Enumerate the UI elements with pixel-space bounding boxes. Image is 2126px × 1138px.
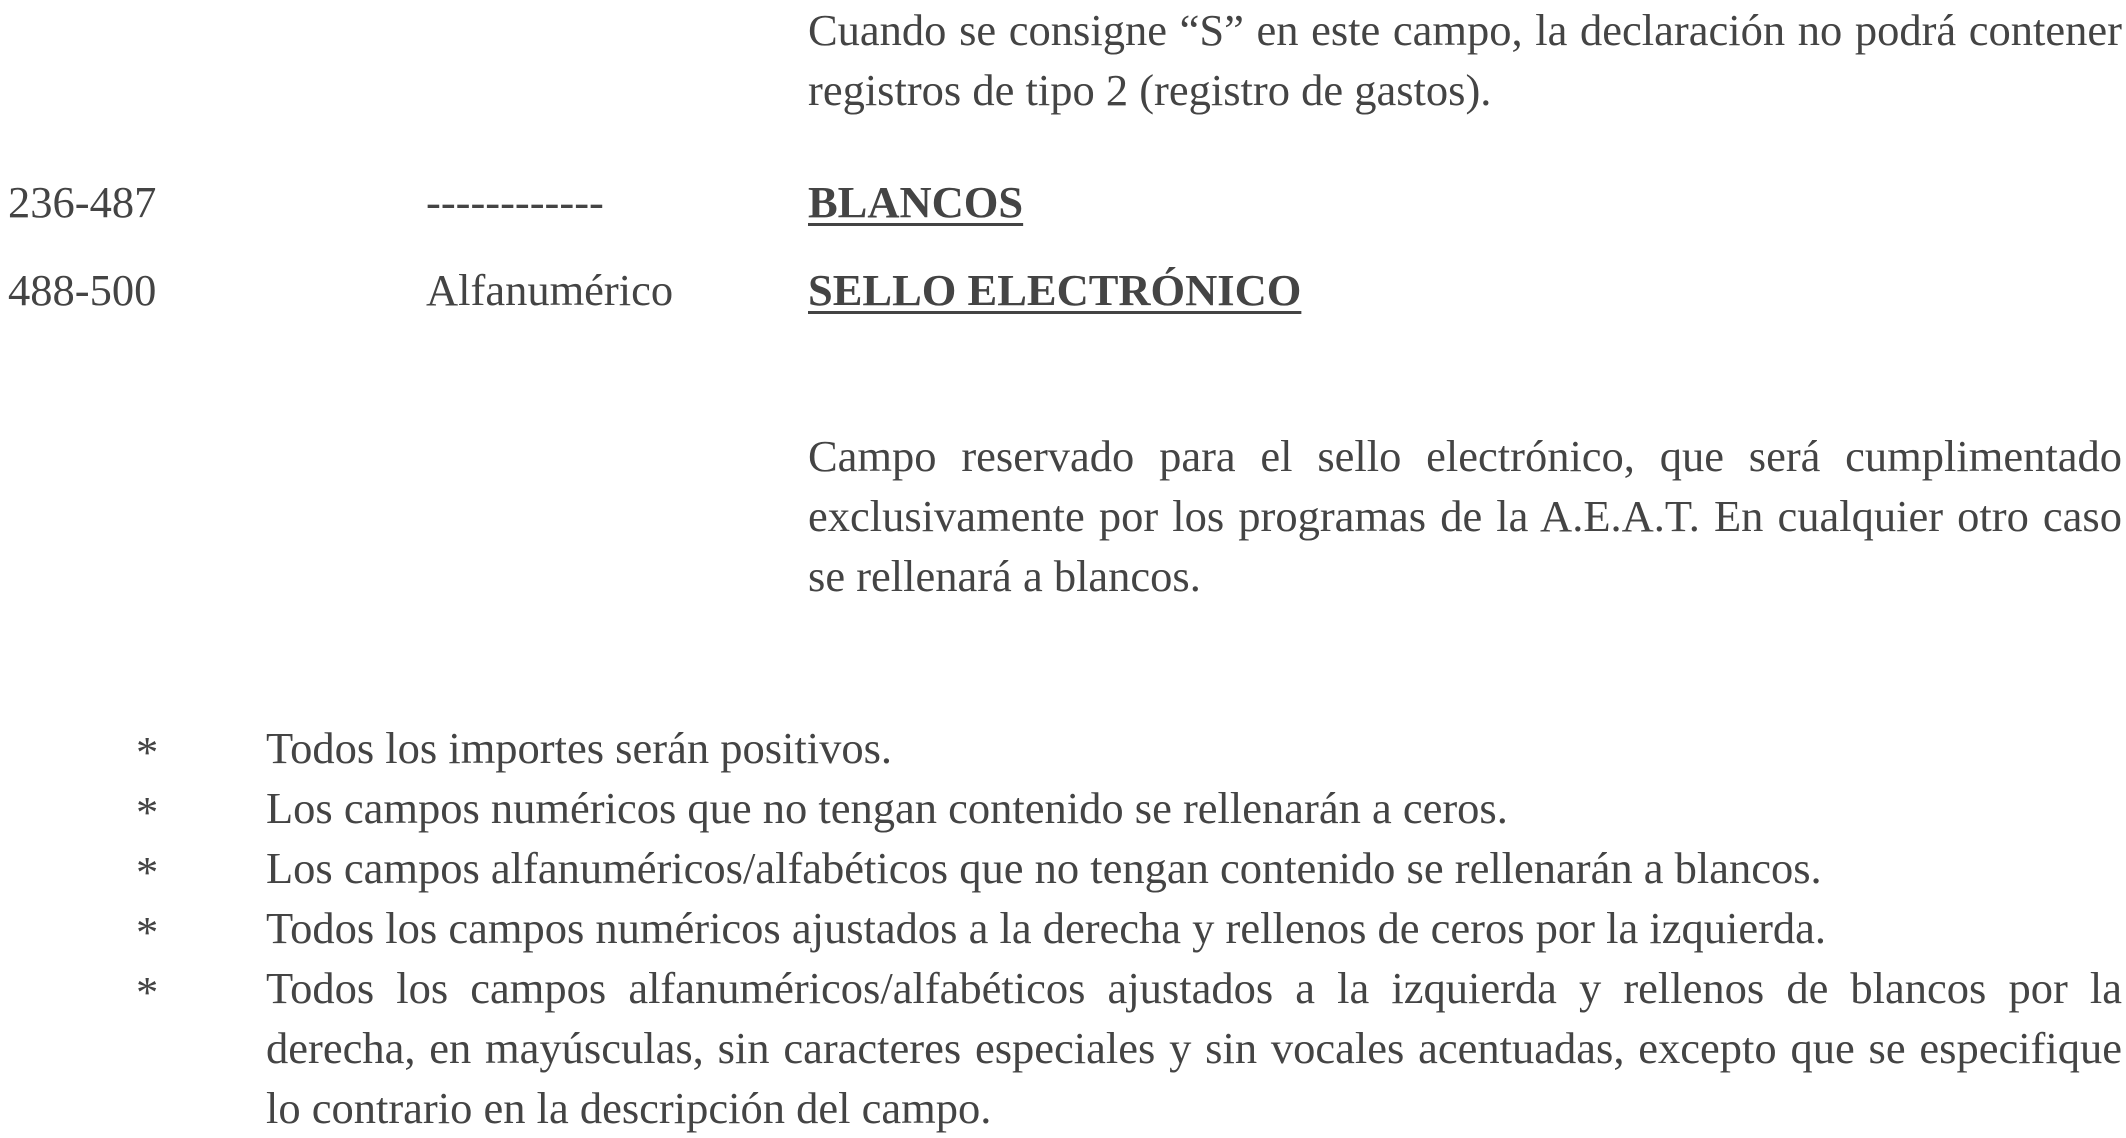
bullet-asterisk: * <box>136 967 159 1017</box>
list-item <box>0 958 2126 1138</box>
list-item <box>0 718 2126 778</box>
field-positions-blancos: 236-487 <box>8 177 157 227</box>
field-type-blancos: ------------ <box>426 177 604 227</box>
note-text: Los campos numéricos que no tengan contenido se rellenarán a ceros. <box>266 783 1508 833</box>
seal-description-paragraph: Campo reservado para el sello electrónico, que será cumplimentado exclusivamente por los programas de la A.E.A.T. En cualquier otro caso se rellenará a blancos. <box>808 431 2122 601</box>
note-text: Todos los campos numéricos ajustados a la derecha y rellenos de ceros por la izquierda. <box>266 903 1827 953</box>
note-text: Los campos alfanuméricos/alfabéticos que no tengan contenido se rellenarán a blancos. <box>266 843 1822 893</box>
list-item <box>0 778 2126 838</box>
list-item <box>0 838 2126 898</box>
list-item <box>0 898 2126 958</box>
bullet-asterisk: * <box>136 787 159 837</box>
bullet-asterisk: * <box>136 907 159 957</box>
field-positions-sello: 488-500 <box>8 265 157 315</box>
notes-list <box>0 718 2126 1138</box>
field-type-sello: Alfanumérico <box>426 265 674 315</box>
note-text: Todos los campos alfanuméricos/alfabéticos ajustados a la izquierda y rellenos de blancos por la derecha, en mayúsculas, sin caracteres especiales y sin vocales acentuadas, excepto que se especifique lo contrario en la descripción del campo. <box>266 963 2122 1133</box>
intro-paragraph: Cuando se consigne “S” en este campo, la declaración no podrá contener registros de tipo 2 (registro de gastos). <box>808 5 2122 115</box>
bullet-asterisk: * <box>136 727 159 777</box>
field-heading-blancos: BLANCOS <box>808 177 1024 227</box>
note-text: Todos los importes serán positivos. <box>266 723 893 773</box>
field-heading-sello: SELLO ELECTRÓNICO <box>808 265 1302 315</box>
bullet-asterisk: * <box>136 847 159 897</box>
